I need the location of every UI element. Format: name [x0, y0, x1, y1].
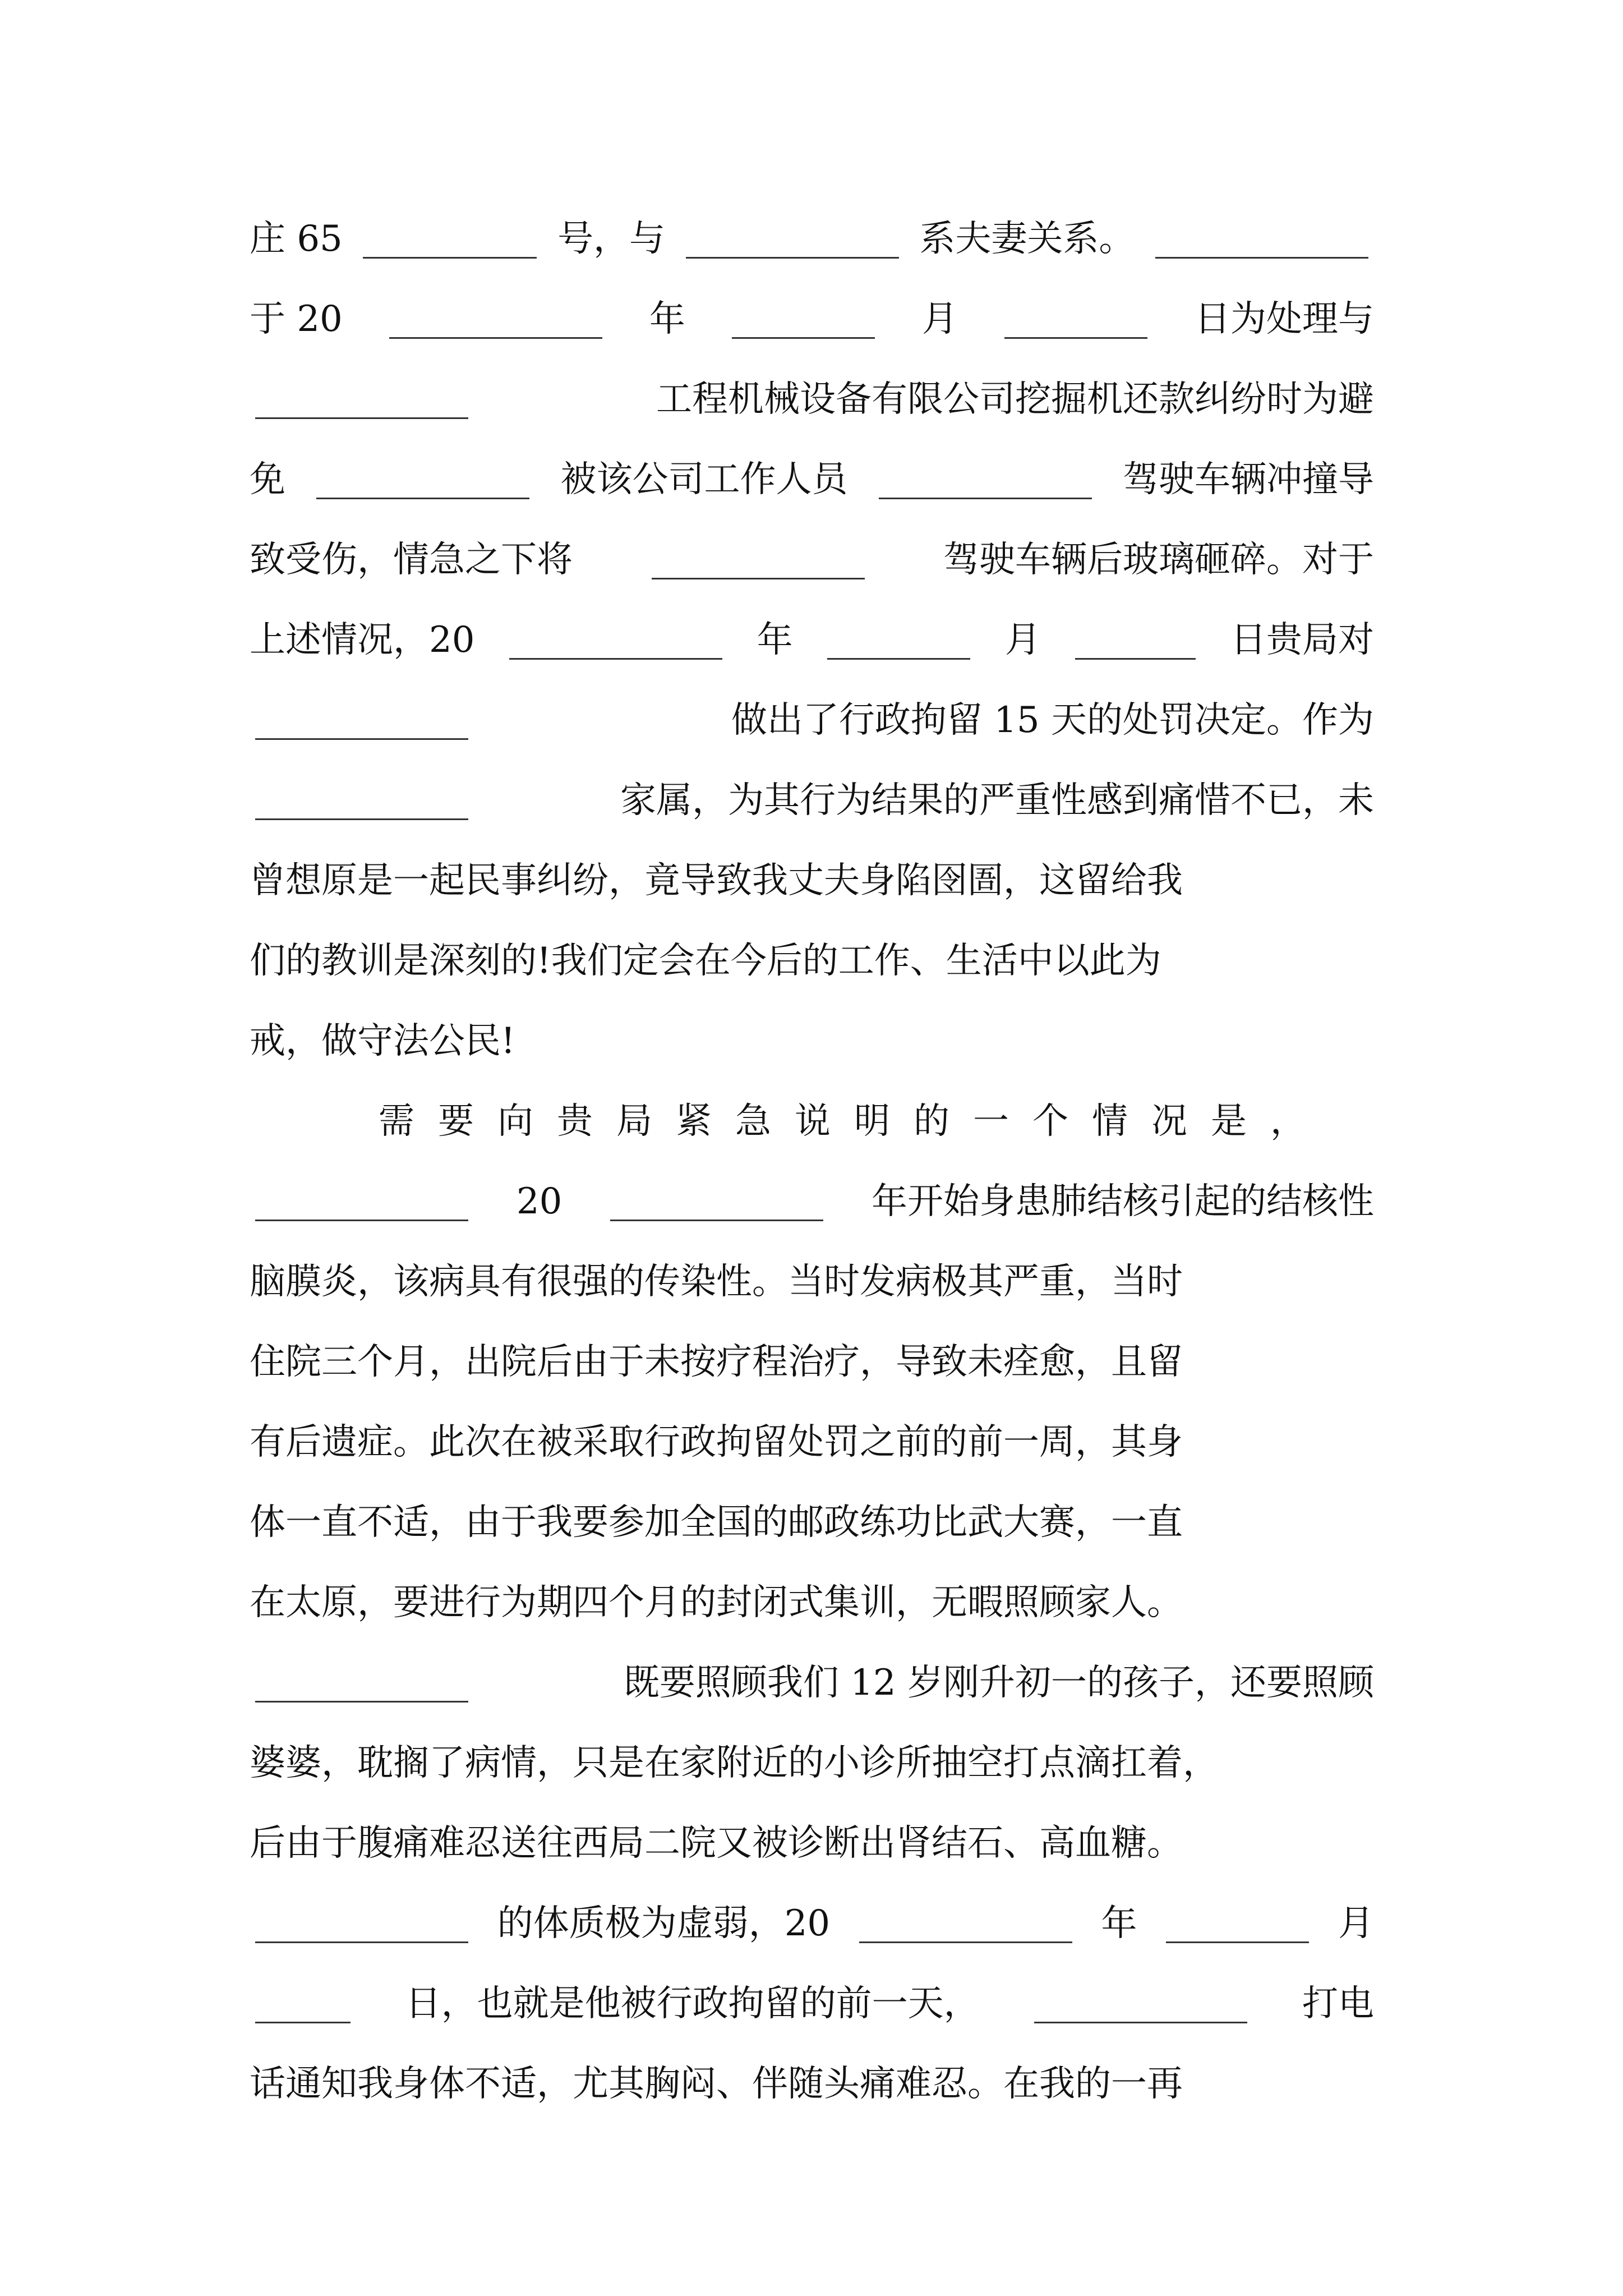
text-line — [250, 1242, 1374, 1322]
text-line — [250, 199, 1374, 279]
text-segment: 在太原，要进行为期四个月的封闭式集训，无暇照顾家人。 — [250, 1582, 1183, 1623]
text-segment: 做出了行政拘留 15 天的处罚决定。作为 — [731, 700, 1374, 741]
fill-blank — [1155, 220, 1368, 259]
text-segment: 后由于腹痛难忍送往西局二院又被诊断出肾结石、高血糖。 — [250, 1823, 1183, 1864]
fill-blank — [1166, 1904, 1309, 1943]
fill-blank — [509, 621, 722, 660]
fill-blank — [732, 300, 875, 339]
text-line — [250, 1483, 1374, 1563]
text-segment: 有后遗症。此次在被采取行政拘留处罚之前的前一周，其身 — [250, 1421, 1183, 1463]
fill-blank — [610, 1182, 823, 1221]
text-line — [250, 1723, 1374, 1803]
text-segment: 月 — [1004, 619, 1041, 661]
fill-blank — [255, 1904, 468, 1943]
text-segment: 号，与 — [557, 218, 666, 260]
text-line — [250, 600, 1374, 680]
text-segment: 驾驶车辆后玻璃砸碎。对于 — [943, 539, 1374, 581]
text-segment: 年 — [1101, 1903, 1137, 1944]
text-segment: 住院三个月，出院后由于未按疗程治疗，导致未痊愈，且留 — [250, 1341, 1183, 1383]
text-segment: 致受伤，情急之下将 — [250, 539, 573, 581]
text-segment: 既要照顾我们 12 岁刚升初一的孩子，还要照顾 — [623, 1662, 1374, 1704]
text-line — [250, 440, 1374, 520]
text-line — [250, 279, 1374, 360]
fill-blank — [389, 300, 602, 339]
text-segment: 日贵局对 — [1230, 619, 1374, 661]
text-line — [250, 1001, 1374, 1082]
text-segment: 婆婆，耽搁了病情，只是在家附近的小诊所抽空打点滴扛着， — [250, 1742, 1219, 1784]
text-segment: 月 — [921, 298, 958, 340]
fill-blank — [652, 541, 865, 579]
text-line — [250, 360, 1374, 440]
text-line — [250, 1322, 1374, 1402]
fill-blank — [255, 1664, 468, 1703]
text-segment: 庄 65 — [250, 218, 343, 260]
letter-body — [250, 199, 1374, 2124]
text-line — [250, 841, 1374, 921]
text-line — [250, 1964, 1374, 2044]
text-line — [250, 1803, 1374, 1884]
text-segment: 月 — [1338, 1903, 1374, 1944]
text-line — [250, 2044, 1374, 2124]
text-segment: 们的教训是深刻的!我们定会在今后的工作、生活中以此为 — [250, 940, 1161, 982]
fill-blank — [1034, 1985, 1247, 2023]
text-line — [250, 1162, 1374, 1242]
text-line — [250, 680, 1374, 761]
text-line — [250, 761, 1374, 841]
text-segment: 日，也就是他被行政拘留的前一天， — [405, 1983, 980, 2024]
text-segment: 打电 — [1302, 1983, 1374, 2024]
text-segment: 上述情况，20 — [250, 619, 475, 661]
text-segment: 话通知我身体不适，尤其胸闷、伴随头痛难忍。在我的一再 — [250, 2063, 1183, 2105]
text-line — [250, 1563, 1374, 1643]
fill-blank — [255, 1182, 468, 1221]
text-line — [250, 1643, 1374, 1723]
fill-blank — [686, 220, 899, 259]
text-segment: 年 — [649, 298, 685, 340]
text-segment: 工程机械设备有限公司挖掘机还款纠纷时为避 — [656, 379, 1374, 420]
text-line — [250, 1884, 1374, 1964]
text-line — [250, 520, 1374, 600]
text-segment: 需要向贵局紧急说明的一个情况是， — [379, 1101, 1330, 1142]
text-segment: 年 — [757, 619, 793, 661]
text-segment: 系夫妻关系。 — [919, 218, 1135, 260]
text-line — [250, 1402, 1374, 1483]
text-segment: 戒，做守法公民! — [250, 1020, 515, 1062]
fill-blank — [255, 701, 468, 740]
text-segment: 被该公司工作人员 — [560, 459, 848, 500]
fill-blank — [879, 461, 1092, 499]
text-segment: 日为处理与 — [1194, 298, 1374, 340]
fill-blank — [316, 461, 529, 499]
fill-blank — [827, 621, 970, 660]
fill-blank — [1075, 621, 1196, 660]
text-segment: 免 — [250, 459, 285, 500]
text-segment: 年开始身患肺结核引起的结核性 — [871, 1181, 1374, 1222]
fill-blank — [1004, 300, 1147, 339]
text-segment: 脑膜炎，该病具有很强的传染性。当时发病极其严重，当时 — [250, 1261, 1183, 1303]
text-segment: 家属，为其行为结果的严重性感到痛惜不已，未 — [620, 780, 1374, 821]
text-segment: 驾驶车辆冲撞导 — [1123, 459, 1374, 500]
fill-blank — [255, 380, 468, 419]
text-segment: 的体质极为虚弱，20 — [497, 1903, 831, 1944]
fill-blank — [859, 1904, 1072, 1943]
text-segment: 于 20 — [250, 298, 343, 340]
text-segment: 体一直不适，由于我要参加全国的邮政练功比武大赛，一直 — [250, 1502, 1183, 1543]
fill-blank — [255, 1985, 351, 2023]
text-segment: 20 — [516, 1181, 562, 1222]
fill-blank — [363, 220, 537, 259]
text-line — [250, 1082, 1374, 1162]
text-line — [250, 921, 1374, 1001]
fill-blank — [255, 781, 468, 820]
text-segment: 曾想原是一起民事纠纷，竟导致我丈夫身陷囹圄，这留给我 — [250, 860, 1183, 901]
